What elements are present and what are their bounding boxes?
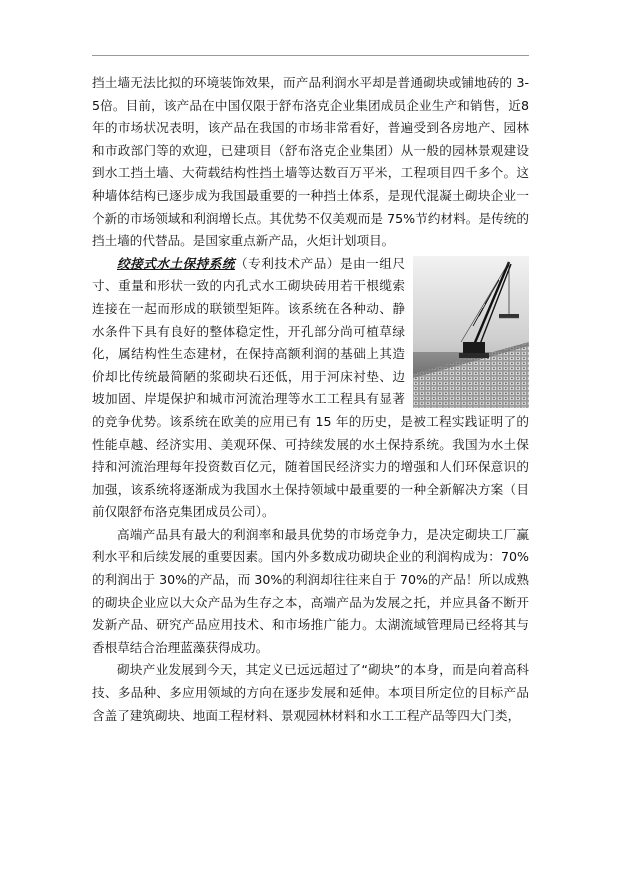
paragraph-industry-development: 砌块产业发展到今天，其定义已远远超过了“砌块”的本身，而是向着高科技、多品种、多应用领域的方向在逐步发展和延伸。本项目所定位的目标产品含盖了建筑砌块、地面工程材料、景观园林材料和水工工程产品等四大门类， [92,662,529,723]
paragraph-hinged-system-body: （专利技术产品）是由一组尺寸、重量和形状一致的内孔式水工砌块砖用若干根缆索连接在一起而形成的联锁型矩阵。该系统在各种动、静水条件下具有良好的整体稳定性，开孔部分尚可植草绿化，属结构性生态建材，在保持高额利润的基础上其造价却比传统最简陋的浆砌块石还低，用于河床衬垫、边坡加固、岸堤保护和城市河流治理等水工工程具有显著的竞争优势。该系统在欧美的应用已有 15 年的历史，是被工程实践证明了的性能卓越、经济实用、美观环保、可持续发展的水土保持系统。我国为水土保持和河流治理每年投资数百亿元，随着国民经济实力的增强和人们环保意识的加强，该系统将逐渐成为我国水土保持领域中最重要的一种全新解决方案（目前仅限舒布洛克集团成员公司）。 [92,255,529,520]
crane-photo [413,256,529,408]
document-body [92,72,529,727]
paragraph-retaining-wall: 挡土墙无法比拟的环境装饰效果，而产品利润水平却是普通砌块或铺地砖的 3-5倍。目前，该产品在中国仅限于舒布洛克企业集团成员企业生产和销售，近8年的市场状况表明，该产品在我国的市场非常看好，普遍受到各房地产、园林和市政部门等的欢迎，已建项目（舒布洛克企业集团）从一般的园林景观建设到水工挡土墙、大荷载结构性挡土墙等达数百万平米，工程项目四千多个。这种墙体结构已逐步成为我国最重要的一种挡土体系，是现代混凝土砌块企业一个新的市场领域和利润增长点。其优势不仅美观而是 75%节约材料。是传统的挡土墙的代替品。是国家重点新产品，火炬计划项目。 [92,75,529,249]
header-rule [92,55,529,56]
paragraph-high-end-products: 高端产品具有最大的利润率和最具优势的市场竞争力，是决定砌块工厂赢利水平和后续发展的重要因素。国内外多数成功砌块企业的利润构成为：70%的利润出于 30%的产品，而 30%的利润却往往来自于 70%的产品！所以成熟的砌块企业应以大众产品为生存之本，高端产品为发展之托，并应具备不断开发新产品、研究产品应用技术、和市场推广能力。太湖流域管理局已经将其与香根草结合治理蓝藻获得成功。 [92,526,529,655]
product-title: 绞接式水土保持系统 [117,255,236,271]
